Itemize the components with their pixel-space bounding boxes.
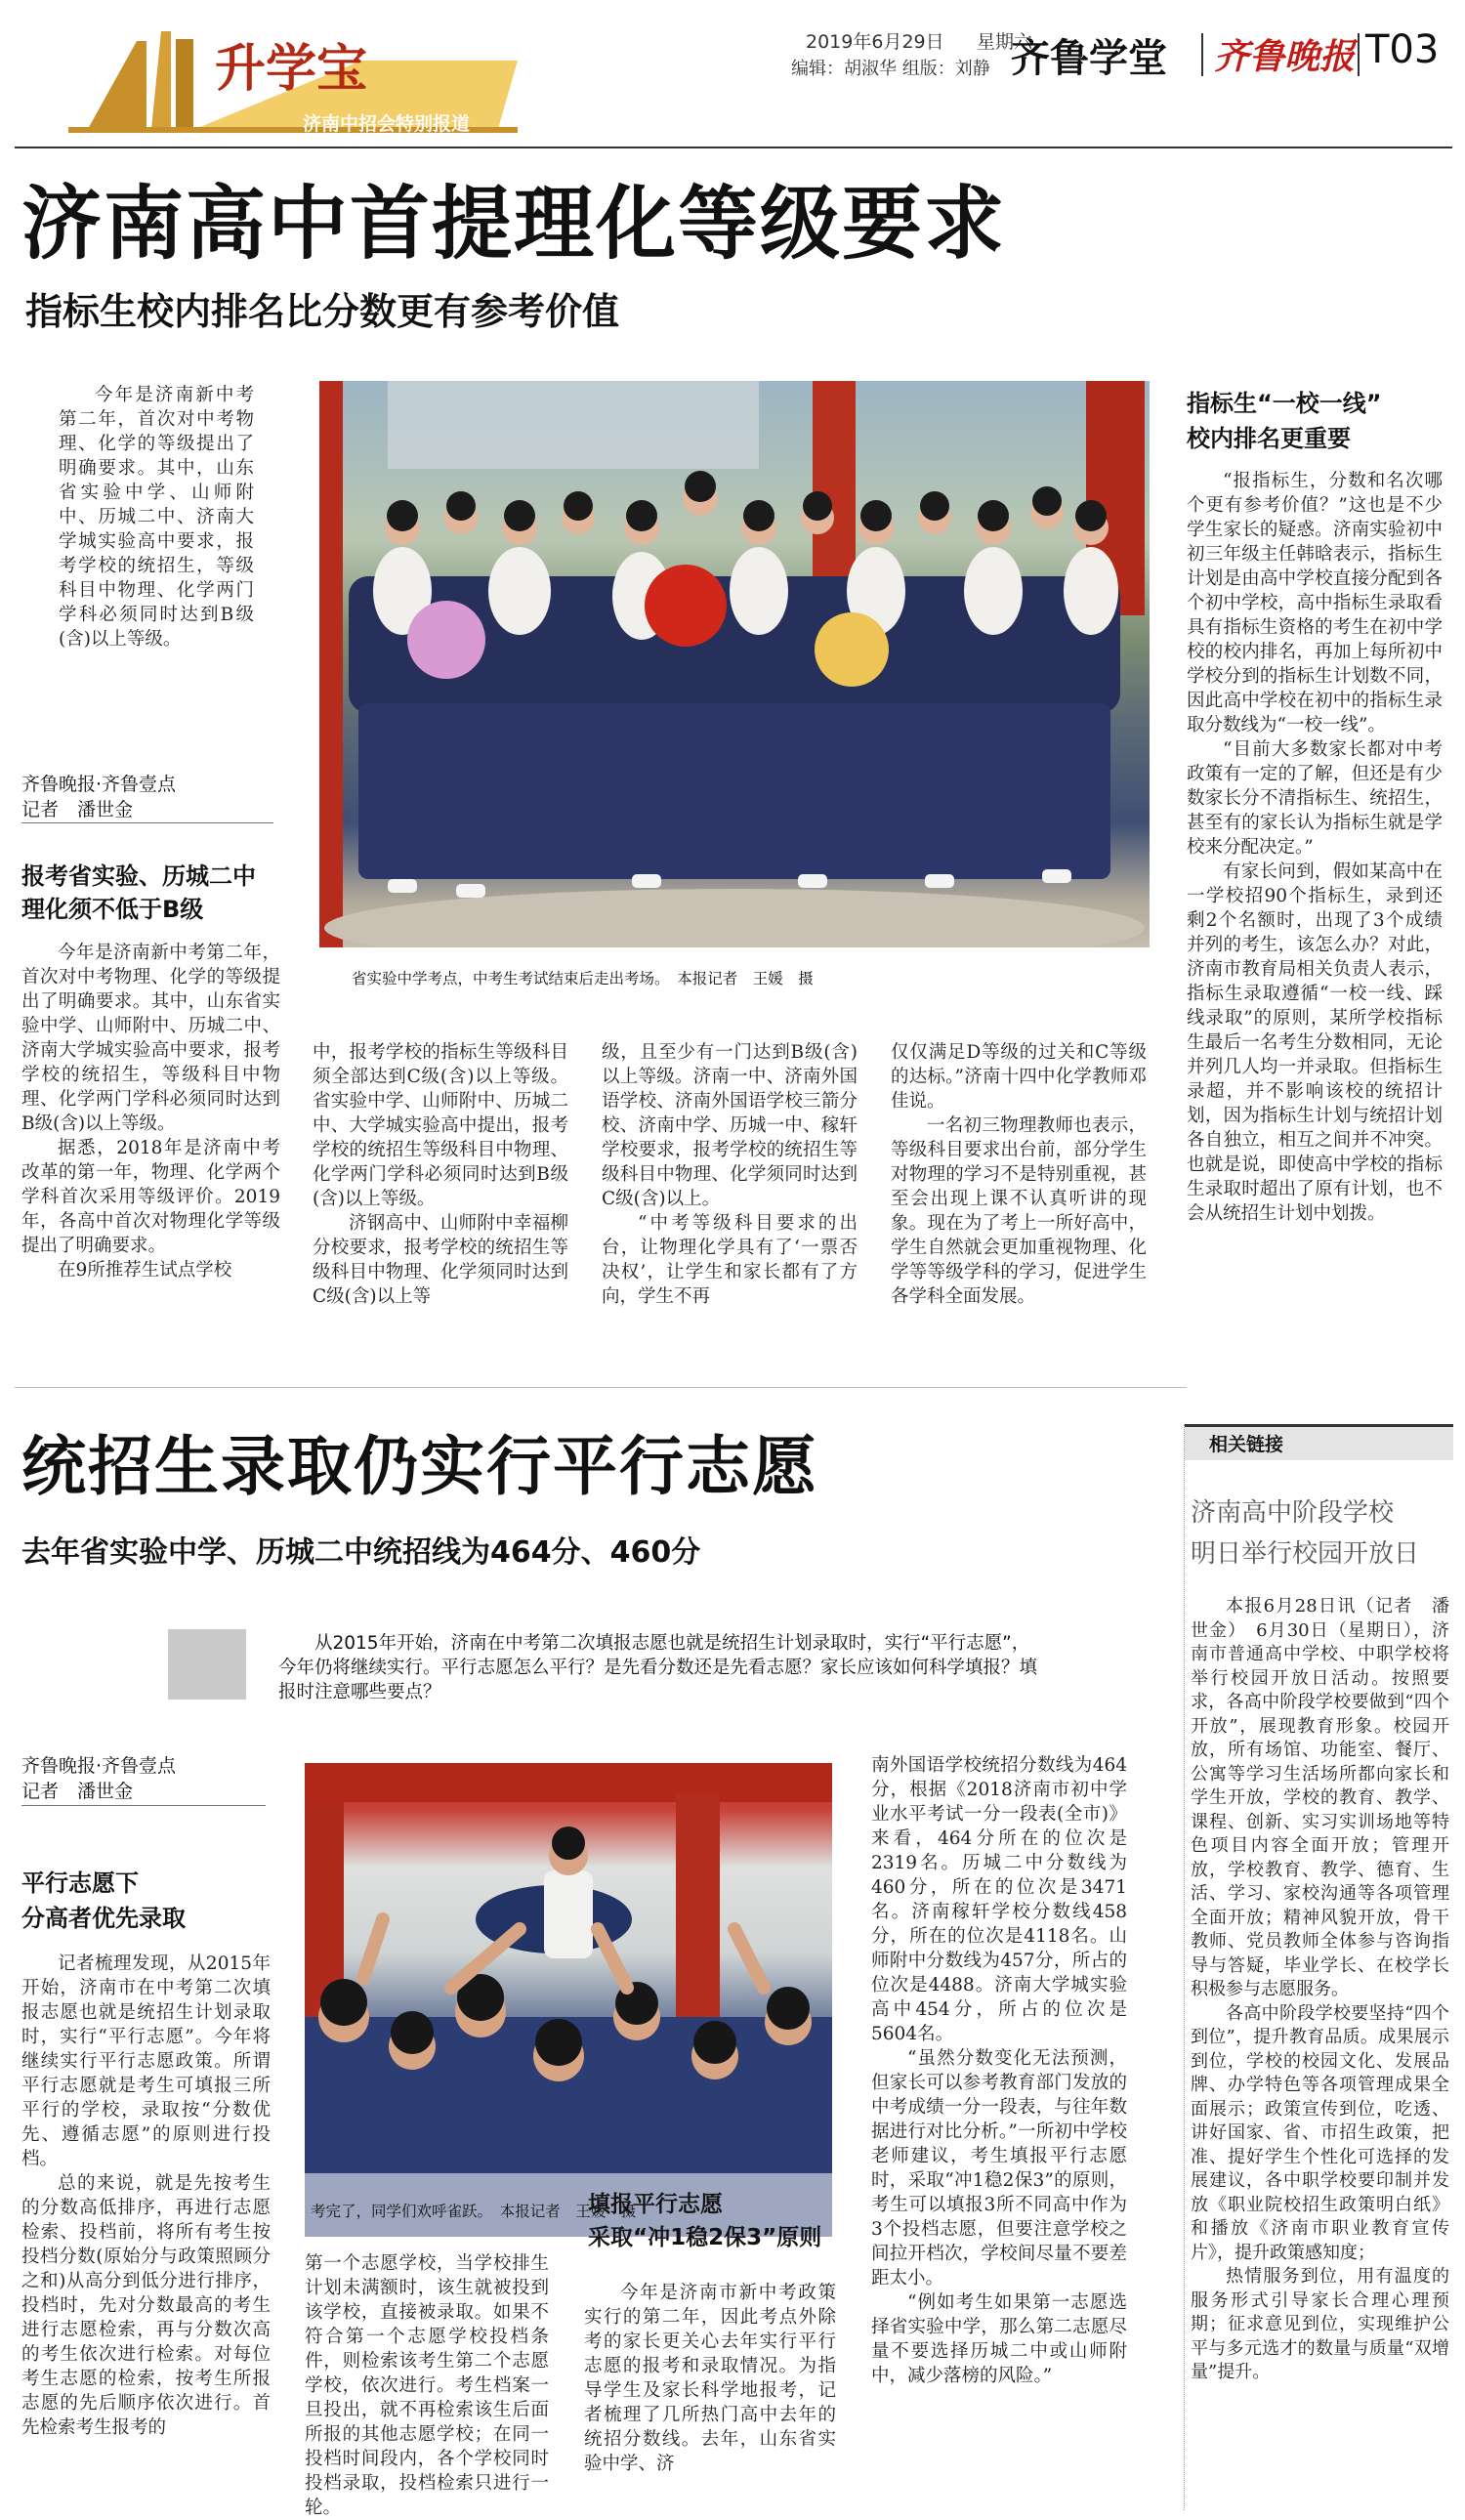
section-name: 齐鲁学堂 [1011, 36, 1167, 81]
section-separator [15, 1387, 1187, 1388]
sidebar-para-3: 热情服务到位，用有温度的服务形式引导家长合理心理预期；征求意见到位，实现维护公平与多元选才的数量与质量“双增量”提升。 [1191, 2266, 1449, 2382]
byline-rule-2 [21, 1805, 266, 1806]
masthead-divider-2 [1358, 33, 1360, 76]
paper-name: 齐鲁晚报 [1214, 36, 1356, 77]
logo-text: 升学宝 [215, 39, 368, 99]
story2-headline: 统招生录取仍实行平行志愿 [21, 1429, 818, 1504]
celebration-photo [305, 1763, 832, 2237]
col4-para-2: 一名初三物理教师也表示，等级科目要求出台前，部分学生对物理的学习不是特别重视，甚至会出现上课不认真听讲的现象。现在为了考上一所好高中，学生自然就会更加重视物理、化学等等级学科的学习，促进学生各学科全面发展。 [891, 1115, 1147, 1307]
story1-subhead-1: 报考省实验、历城二中 理化须不低于B级 [21, 862, 256, 923]
story2-subheadline: 去年省实验中学、历城二中统招线为464分、460分 [21, 1535, 701, 1570]
s2col2-para-1: 第一个志愿学校，当学校排生计划未满额时，该生就被投到该学校，直接被录取。如果不符合第一个志愿学校投档条件，则检索该考生第二个志愿学校，依次进行。考生档案一旦投出，就不再检索该生后面所报的其他志愿学校；在同一投档时间段内，各个学校同时投档录取，投档检索只进行一轮。 [305, 2253, 549, 2518]
byline-reporter: 记者 潘世金 [21, 799, 134, 820]
story1-byline [21, 772, 275, 822]
lead-paragraph: 今年是济南新中考第二年，首次对中考物理、化学的等级提出了明确要求。其中，山东省实验中学、山师附中、历城二中、济南大学城实验高中要求，报考学校的统招生，等级科目中物理、化学两门学科必须同时达到B级(含)以上等级。 [59, 385, 254, 650]
masthead-divider [1201, 33, 1203, 76]
issue-date: 2019年6月29日 [806, 31, 944, 53]
story2-col-2 [305, 2251, 549, 2520]
story2-byline [21, 1753, 266, 1804]
story2-col-1 [21, 1952, 271, 2440]
s2col1-para-1: 记者梳理发现，从2015年开始，济南市在中考第二次填报志愿也就是统招生计划录取时，实行“平行志愿”。今年将继续实行平行志愿政策。所谓平行志愿就是考生可填报三所平行的学校，录取按“分数优先、遵循志愿”的原则进行投档。 [21, 1953, 271, 2169]
intro-marker [168, 1629, 246, 1700]
story1-col-3 [602, 1040, 858, 1309]
sidebar-headline: 济南高中阶段学校 明日举行校园开放日 [1191, 1498, 1420, 1569]
col1-para-3: 在9所推荐生试点学校 [58, 1260, 232, 1281]
byline-source: 齐鲁晚报·齐鲁壹点 [21, 774, 177, 795]
photo-2-art [305, 1763, 832, 2237]
col5-para-1: “报指标生，分数和名次哪个更有参考价值？”这也是不少学生家长的疑惑。济南实验初中初三年级主任韩晗表示，指标生计划是由高中学校直接分配到各个初中学校，高中指标生录取看具有指标生资格的考生在初中学校的校内排名，再加上每所初中学校分到的指标生计划数不同，因此高中学校在初中的指标生录取分数线为“一校一线”。 [1187, 471, 1443, 735]
byline-rule [21, 822, 273, 823]
sidebar-box [1184, 1424, 1453, 2510]
story2-col-4 [871, 1753, 1127, 2388]
exam-exit-photo [319, 381, 1150, 947]
sidebar-body [1191, 1595, 1449, 2385]
story1-col-4 [891, 1040, 1147, 1309]
editors-line: 编辑：胡淑华 组版：刘静 [791, 59, 990, 79]
s2col4-para-3: “例如考生如果第一志愿选择省实验中学，那么第二志愿尽量不要选择历城二中或山师附中，减少落榜的风险。” [871, 2292, 1127, 2386]
story1-col-2 [313, 1040, 568, 1309]
byline-reporter: 记者 潘世金 [21, 1781, 134, 1802]
col3-para-2: “中考等级科目要求的出台，让物理化学具有了‘一票否决权’，让学生和家长都有了方向，学生不再 [602, 1213, 858, 1307]
photo-1-art [319, 381, 1150, 947]
col2-para-2: 济钢高中、山师附中幸福柳分校要求，报考学校的统招生等级科目中物理、化学须同时达到C级(含)以上等 [313, 1213, 568, 1307]
story2-subhead-1: 平行志愿下 分高者优先录取 [21, 1869, 186, 1932]
col1-para-2: 据悉，2018年是济南中考改革的第一年，物理、化学两个学科首次采用等级评价。2019年，各高中首次对物理化学等级提出了明确要求。 [21, 1138, 280, 1256]
col5-para-2: “目前大多数家长都对中考政策有一定的了解，但还是有少数家长分不清指标生、统招生，甚至有的家长认为指标生就是学校来分配决定。” [1187, 739, 1443, 858]
s2col4-para-2: “虽然分数变化无法预测，但家长可以参考教育部门发放的中考成绩一分一段表，与往年数据进行对比分析。”一所初中学校老师建议，考生填报平行志愿时，采取“冲1稳2保3”的原则，考生可以填报3所不同高中作为3个投档志愿，但要注意学校之间拉开档次，学校间尽量不要差距太小。 [871, 2048, 1127, 2289]
sidebar-para-2: 各高中阶段学校要坚持“四个到位”，提升教育品质。成果展示到位，学校的校园文化、发展品牌、办学特色等各项管理成果全面展示；政策宣传到位，吃透、讲好国家、省、市招生政策，把准、提好学生个性化可选择的发展建议，各中职学校要印制并发放《职业院校招生政策明白纸》和播放《济南市职业教育宣传片》，提升政策感知度； [1191, 2002, 1449, 2263]
story1-lead [59, 383, 254, 651]
col1-para-1: 今年是济南新中考第二年，首次对中考物理、化学的等级提出了明确要求。其中，山东省实验中学、山师附中、历城二中、济南大学城实验高中要求，报考学校的统招生，等级科目中物理、化学两门学科必须同时达到B级(含)以上等级。 [21, 943, 280, 1134]
s2col1-para-2: 总的来说，就是先按考生的分数高低排序，再进行志愿检索、投档前，将所有考生按投档分数(原始分与政策照顾分之和)从高分到低分进行排序，投档时，先对分数最高的考生进行志愿检索，再与分数次高的考生依次进行检索。对每位考生志愿的检索，按考生所报志愿的先后顺序依次进行。首先检索考生报考的 [21, 2173, 271, 2438]
col2-para-1: 中，报考学校的指标生等级科目须全部达到C级(含)以上等级。省实验中学、山师附中、历城二中、大学城实验高中提出，报考学校的统招生等级科目中物理、化学两门学科必须同时达到B级(含)以上等级。 [313, 1042, 568, 1209]
photo-1-caption: 省实验中学考点，中考生考试结束后走出考场。 本报记者 王媛 摄 [352, 970, 814, 987]
masthead-rule [15, 147, 1452, 148]
logo-subtitle: 济南中招会特别报道 [303, 113, 471, 135]
col4-para-1: 仅仅满足D等级的过关和C等级的达标。”济南十四中化学教师邓佳说。 [891, 1042, 1147, 1112]
story1-subhead-2: 指标生“一校一线” 校内排名更重要 [1187, 390, 1382, 452]
col5-para-3: 有家长问到，假如某高中在一学校招90个指标生，录到还剩2个名额时，出现了3个成绩并列的考生，该怎么办？对此，济南市教育局相关负责人表示，指标生录取遵循“一校一线、踩线录取”的原则，某所学校指标生最后一名考生分数相同，无论并列几人均一并录取。但指标生录超，并不影响该校的统招计划，因为指标生计划与统招计划各自独立，相互之间并不冲突。也就是说，即使高中学校的指标生录取时超出了原有计划，也不会从统招生计划中划拨。 [1187, 861, 1443, 1224]
issue-weekday: 星期六 [977, 31, 1033, 53]
story2-intro: 从2015年开始，济南在中考第二次填报志愿也就是统招生计划录取时，实行“平行志愿”，今年仍将继续实行。平行志愿怎么平行？是先看分数还是先看志愿？家长应该如何科学填报？填报时注意哪些要点？ [278, 1633, 1038, 1702]
masthead [0, 0, 1465, 147]
sidebar-tag: 相关链接 [1209, 1434, 1284, 1455]
byline-source: 齐鲁晚报·齐鲁壹点 [21, 1755, 177, 1777]
s2col4-para-1: 南外国语学校统招分数线为464分，根据《2018济南市初中学业水平考试一分一段表(全市)》来看，464分所在的位次是2319名。历城二中分数线为460分，所在的位次是3471名。济南稼轩学校分数线458分，所在的位次是4118名。山师附中分数线为457分，所占的位次是4488。济南大学城实验高中454分，所占的位次是5604名。 [871, 1755, 1127, 2044]
story1-col-1 [21, 941, 280, 1282]
photo-2-caption: 考完了，同学们欢呼雀跃。 本报记者 王媛 摄 [311, 2203, 637, 2220]
story2-col-3 [584, 2281, 836, 2476]
page-number: T03 [1365, 27, 1440, 72]
story1-subheadline: 指标生校内排名比分数更有参考价值 [25, 290, 620, 333]
s2col3-para-1: 今年是济南市新中考政策实行的第二年，因此考点外除考的家长更关心去年实行平行志愿的报考和录取情况。为指导学生及家长科学地报考，记者梳理了几所热门高中去年的统招分数线。去年，山东省实验中学、济 [584, 2283, 836, 2474]
story2-subhead-2: 填报平行志愿 采取“冲1稳2保3”原则 [588, 2192, 822, 2250]
col3-para-1: 级，且至少有一门达到B级(含)以上等级。济南一中、济南外国语学校、济南外国语学校三箭分校、济南中学、历城一中、稼轩学校要求，报考学校的统招生等级科目中物理、化学须同时达到C级(含)以上。 [602, 1042, 858, 1209]
story1-col-5 [1187, 469, 1443, 1226]
sidebar-para-1: 本报6月28日讯（记者 潘世金） 6月30日（星期日），济南市普通高中学校、中职学校将举行校园开放日活动。按照要求，各高中阶段学校要做到“四个开放”，展现教育形象。校园开放，所有场馆、功能室、餐厅、公寓等学习生活场所都向家长和学生开放，学校的教育、教学、课程、创新、实习实训场地等特色项目内容全面开放；管理开放，学校教育、教学、德育、生活、学习、家校沟通等各项管理全面开放；精神风貌开放，骨干教师、党员教师全体参与咨询指导与答疑，毕业学长、在校学长积极参与志愿服务。 [1191, 1596, 1449, 1999]
story1-headline: 济南高中首提理化等级要求 [21, 178, 1007, 271]
